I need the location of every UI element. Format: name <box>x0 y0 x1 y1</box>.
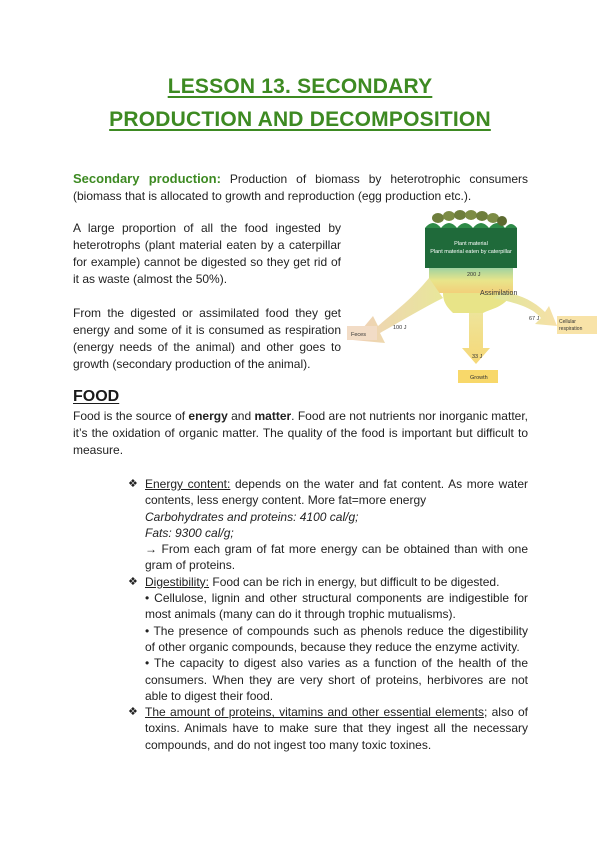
secondary-production-term: Secondary production: <box>73 171 221 186</box>
food-heading: FOOD <box>73 388 120 405</box>
food-quality-list <box>128 476 528 753</box>
energy-content-text: depends on the water and fat content. As more water contents, less energy content. More fat=more energy <box>145 477 528 508</box>
energy-content-term: Energy content: <box>145 477 231 491</box>
fat-energy-note: → From each gram of fat more energy can be obtained than with one gram of proteins. <box>145 542 528 573</box>
secondary-production-text: Production of biomass by heterotrophic consumers (biomass that is allocated to growth and reproduction (egg production etc.). <box>73 172 529 203</box>
plant-label-line1: Plant material <box>454 241 488 247</box>
digestibility-sub-1: • Cellulose, lignin and other structural components are indigestible for most animals (many can do it through trophic mutualisms). <box>145 591 528 622</box>
food-intro-part-b: . Food are not nutrients nor inorganic matter, it’s the oxidation of organic matter. The quality of the food is important but difficult to measure. <box>73 409 528 457</box>
digestibility-sub-3: • The capacity to digest also varies as a function of the health of the consumers. When they are very short of proteins, herbivores are not able to digest their food. <box>145 656 528 703</box>
plant-material-block <box>425 228 517 268</box>
fats-value: Fats: 9300 cal/g; <box>145 525 234 540</box>
food-intro-matter: matter <box>254 409 292 423</box>
respiration-label-line1: Cellular <box>559 319 576 325</box>
respiration-energy-label: 67 J <box>529 316 540 322</box>
proteins-text: ; also of toxins. Animals have to make sure that they ingest all the necessary compounds, and do not ingest too many toxic toxines. <box>145 705 529 752</box>
list-item-digestibility <box>128 574 528 704</box>
digestibility-sub-2: • The presence of compounds such as phenols reduce the digestibility of other organic compounds, because they reduce the enzyme activity. <box>145 623 528 654</box>
growth-label: Growth <box>470 375 488 381</box>
diamond-bullet-icon: ❖ <box>128 575 138 588</box>
paragraph-waste: A large proportion of all the food ingested by heterotrophs (plant material eaten by a caterpillar for example) cannot be digested so they get rid of it as waste (almost the 50%). <box>73 221 341 286</box>
paragraph-assimilation: From the digested or assimilated food they get energy and some of it is consumed as respiration (energy needs of the animal) and other goes to growth (secondary production of the animal). <box>73 306 341 371</box>
page-title-line-1: LESSON 13. SECONDARY <box>167 75 433 98</box>
digestibility-term: Digestibility: <box>145 574 210 589</box>
list-item-energy-content <box>128 476 528 574</box>
food-intro-and: and <box>227 409 255 423</box>
energy-flow-figure <box>343 208 597 384</box>
food-intro-part-a: Food is the source of <box>73 409 189 423</box>
plant-label: Plant material eaten by caterpillar <box>430 249 512 255</box>
food-intro-energy: energy <box>188 409 228 423</box>
carbs-value: Carbohydrates and proteins: 4100 cal/g; <box>145 509 359 524</box>
page-title-line-2: PRODUCTION AND DECOMPOSITION <box>109 108 491 131</box>
diamond-bullet-icon: ❖ <box>128 706 138 719</box>
diamond-bullet-icon: ❖ <box>128 478 138 490</box>
respiration-label: respiration <box>559 326 583 332</box>
digestibility-text: Food can be rich in energy, but difficult to be digested. <box>209 574 500 589</box>
assimilation-label: Assimilation <box>480 290 518 297</box>
growth-energy-label: 33 J <box>472 354 483 360</box>
secondary-production-definition <box>73 170 528 205</box>
feces-label: Feces <box>351 332 366 338</box>
input-energy-label: 200 J <box>467 272 481 278</box>
food-intro <box>73 408 528 459</box>
list-item-proteins <box>128 704 528 753</box>
feces-energy-label: 100 J <box>393 325 407 331</box>
proteins-term: The amount of proteins, vitamins and other essential elements <box>145 705 484 720</box>
